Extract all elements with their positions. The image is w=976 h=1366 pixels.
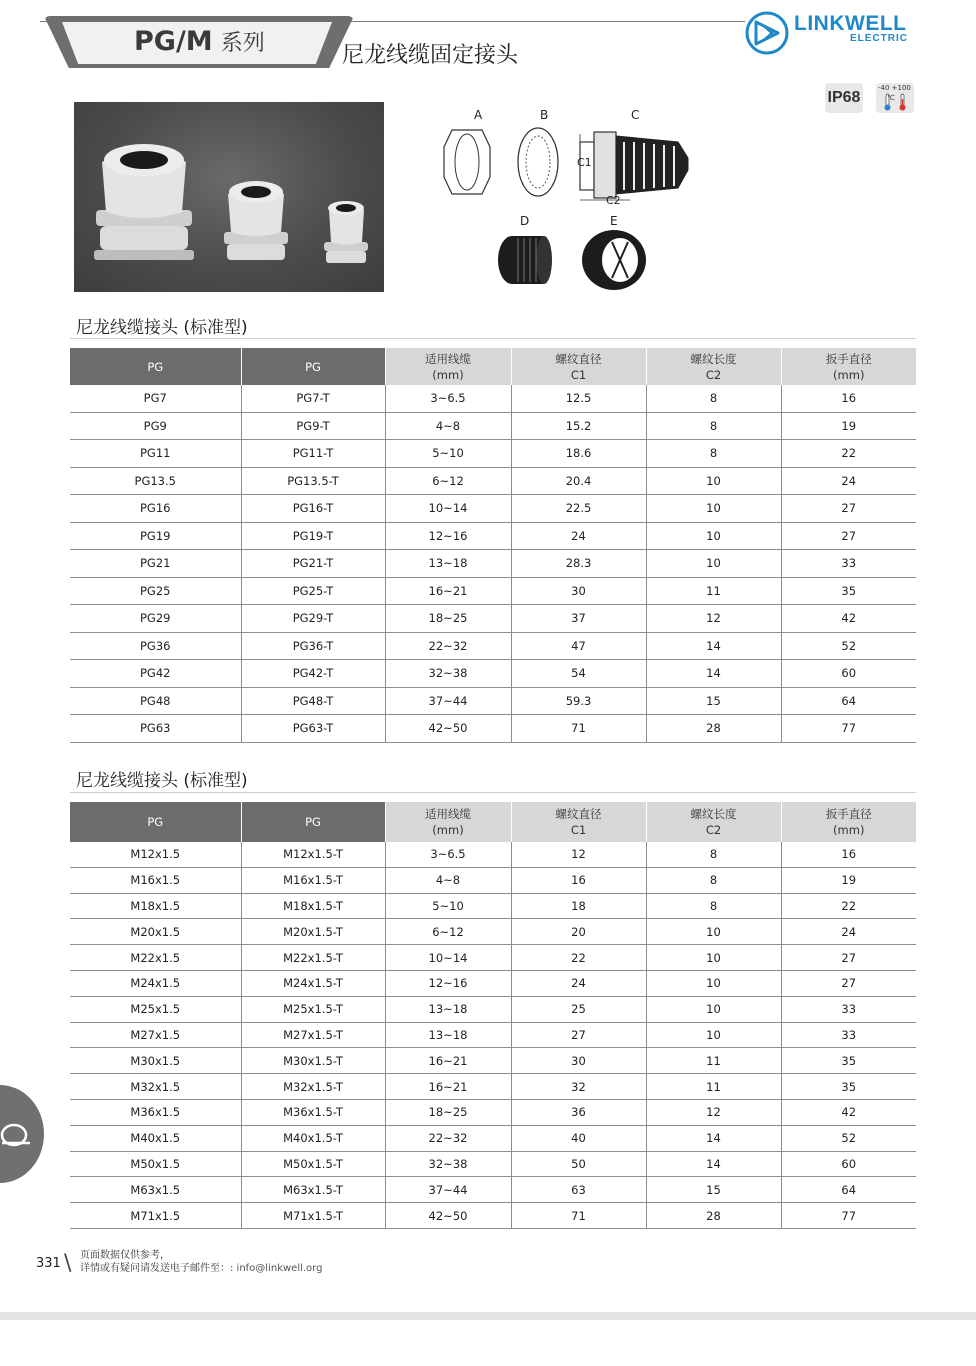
table-cell: 12	[511, 842, 646, 867]
metric-spec-table	[70, 802, 916, 1229]
table-cell: 63	[511, 1177, 646, 1203]
table-cell: 22~32	[385, 632, 511, 660]
contact-email-link[interactable]: : info@linkwell.org	[230, 1263, 323, 1274]
table-cell: 8	[646, 385, 781, 412]
header-line: (mm)	[833, 823, 865, 837]
table-cell: 11	[646, 1074, 781, 1100]
table-header-cell	[70, 348, 241, 385]
diagram-label-a: A	[474, 108, 483, 122]
table-row	[70, 1074, 916, 1100]
table-cell: 16~21	[385, 1074, 511, 1100]
table-cell: 18~25	[385, 605, 511, 633]
table-cell: 15.2	[511, 412, 646, 440]
table-row	[70, 660, 916, 688]
header-line: 螺纹直径	[555, 351, 602, 366]
table-cell: 30	[511, 1048, 646, 1074]
table-header-cell	[646, 802, 781, 842]
table-row	[70, 495, 916, 523]
footer-note-line1: 页面数据仅供参考，	[80, 1250, 170, 1261]
table-cell: M63x1.5	[70, 1177, 241, 1203]
table-header-cell	[241, 802, 385, 842]
table-cell: M32x1.5-T	[241, 1074, 385, 1100]
table-cell: 50	[511, 1151, 646, 1177]
table-cell: M20x1.5	[70, 919, 241, 945]
table-cell: 8	[646, 867, 781, 893]
table-cell: 27	[511, 1022, 646, 1048]
table-cell: PG13.5	[70, 467, 241, 495]
table-cell: 24	[781, 919, 916, 945]
table-row	[70, 440, 916, 468]
table-cell: 54	[511, 660, 646, 688]
table-cell: 71	[511, 1203, 646, 1229]
table-cell: 10	[646, 996, 781, 1022]
table-cell: 19	[781, 412, 916, 440]
table-cell: PG19-T	[241, 522, 385, 550]
table-cell: PG7-T	[241, 385, 385, 412]
table-header-cell	[511, 348, 646, 385]
table-cell: 10	[646, 522, 781, 550]
diagram-label-c: C	[631, 108, 640, 122]
table-cell: 24	[511, 522, 646, 550]
ip-rating-badge: IP68	[825, 83, 863, 113]
table-header-cell	[241, 348, 385, 385]
table-cell: 13~18	[385, 996, 511, 1022]
footer-note	[80, 1249, 322, 1275]
footer-band	[0, 1312, 976, 1320]
table-row	[70, 605, 916, 633]
table-header-cell	[781, 348, 916, 385]
table-cell: 36	[511, 1099, 646, 1125]
table-cell: 15	[646, 1177, 781, 1203]
table-cell: M36x1.5	[70, 1099, 241, 1125]
table-cell: 24	[511, 970, 646, 996]
table-cell: 42	[781, 1099, 916, 1125]
table-cell: PG7	[70, 385, 241, 412]
table-cell: M71x1.5	[70, 1203, 241, 1229]
table-row	[70, 632, 916, 660]
table-cell: M12x1.5	[70, 842, 241, 867]
table-cell: PG25	[70, 577, 241, 605]
table-cell: PG63	[70, 715, 241, 743]
table-cell: 35	[781, 1074, 916, 1100]
header-line: 扳手直径	[825, 807, 872, 821]
table-cell: M40x1.5	[70, 1125, 241, 1151]
table-cell: PG36-T	[241, 632, 385, 660]
table-cell: 27	[781, 522, 916, 550]
table-cell: M30x1.5	[70, 1048, 241, 1074]
table-row	[70, 385, 916, 412]
table-cell: 3~6.5	[385, 385, 511, 412]
pg-spec-table	[70, 348, 916, 743]
table-cell: PG11	[70, 440, 241, 468]
series-suffix: 系列	[220, 31, 265, 56]
table-cell: 10	[646, 970, 781, 996]
table-header-cell	[646, 348, 781, 385]
table-header-cell	[511, 802, 646, 842]
table-cell: 11	[646, 577, 781, 605]
table-header-cell	[781, 802, 916, 842]
table-row	[70, 1022, 916, 1048]
table-cell: M50x1.5-T	[241, 1151, 385, 1177]
table-cell: M18x1.5-T	[241, 893, 385, 919]
table-cell: M27x1.5-T	[241, 1022, 385, 1048]
table-cell: 6~12	[385, 919, 511, 945]
table-cell: 12~16	[385, 970, 511, 996]
pg-table-body	[70, 385, 916, 742]
table-cell: 12	[646, 605, 781, 633]
table-cell: 28	[646, 715, 781, 743]
table-header-cell	[385, 802, 511, 842]
table-cell: 10	[646, 1022, 781, 1048]
table-cell: PG16	[70, 495, 241, 523]
table-cell: 47	[511, 632, 646, 660]
header-line: 螺纹长度	[690, 807, 737, 821]
table-cell: 35	[781, 1048, 916, 1074]
table-cell: 6~12	[385, 467, 511, 495]
header-line: PG	[147, 815, 164, 829]
table-cell: 32~38	[385, 660, 511, 688]
table-row	[70, 550, 916, 578]
table-cell: 5~10	[385, 893, 511, 919]
table-cell: 10	[646, 919, 781, 945]
table-cell: M16x1.5	[70, 867, 241, 893]
table-cell: 42~50	[385, 715, 511, 743]
footer-note-line2: 详情或有疑问请发送电子邮件至：	[80, 1263, 230, 1274]
table-cell: 10	[646, 550, 781, 578]
table-cell: 28	[646, 1203, 781, 1229]
table-cell: 52	[781, 1125, 916, 1151]
table-cell: M12x1.5-T	[241, 842, 385, 867]
table-cell: M22x1.5-T	[241, 945, 385, 971]
table-cell: PG63-T	[241, 715, 385, 743]
table2-title: 尼龙线缆接头 (标准型)	[76, 771, 248, 791]
page-number: 331	[36, 1256, 61, 1271]
header-line: 螺纹直径	[555, 807, 602, 821]
table-cell: M16x1.5-T	[241, 867, 385, 893]
table-header-cell	[385, 348, 511, 385]
table-cell: 42	[781, 605, 916, 633]
logo-wordmark: LINKWELL	[794, 12, 907, 35]
table-cell: 16	[511, 867, 646, 893]
table-cell: 22	[781, 893, 916, 919]
table-cell: PG25-T	[241, 577, 385, 605]
table-cell: 14	[646, 1151, 781, 1177]
table-cell: PG42-T	[241, 660, 385, 688]
table-cell: 27	[781, 970, 916, 996]
series-code: PG/M	[134, 26, 213, 57]
table-cell: 11	[646, 1048, 781, 1074]
table-cell: 22~32	[385, 1125, 511, 1151]
cable-glands-image	[74, 102, 384, 292]
table-cell: 42~50	[385, 1203, 511, 1229]
diagram-label-d: D	[520, 214, 530, 228]
header-line: (mm)	[833, 367, 865, 382]
table-cell: PG19	[70, 522, 241, 550]
header-line: (mm)	[432, 823, 464, 837]
table-header-row	[70, 348, 916, 385]
table-row	[70, 687, 916, 715]
table-cell: 28.3	[511, 550, 646, 578]
table-cell: 18~25	[385, 1099, 511, 1125]
table-cell: 15	[646, 687, 781, 715]
header-line: (mm)	[432, 367, 464, 382]
table-cell: 33	[781, 1022, 916, 1048]
table-cell: M36x1.5-T	[241, 1099, 385, 1125]
table-cell: 30	[511, 577, 646, 605]
table-cell: PG13.5-T	[241, 467, 385, 495]
pg-table-header	[70, 348, 916, 385]
table-cell: M40x1.5-T	[241, 1125, 385, 1151]
table-cell: 77	[781, 715, 916, 743]
table-cell: 10~14	[385, 495, 511, 523]
table-cell: 16~21	[385, 577, 511, 605]
table-row	[70, 715, 916, 743]
header-line: C1	[570, 823, 587, 837]
table-cell: 16	[781, 842, 916, 867]
table-cell: M30x1.5-T	[241, 1048, 385, 1074]
table-cell: 64	[781, 1177, 916, 1203]
table-cell: M25x1.5	[70, 996, 241, 1022]
table-cell: 14	[646, 632, 781, 660]
table-cell: M63x1.5-T	[241, 1177, 385, 1203]
header-line: 适用线缆	[425, 807, 471, 821]
table-row	[70, 945, 916, 971]
table-cell: M32x1.5	[70, 1074, 241, 1100]
table-row	[70, 970, 916, 996]
header-line: C1	[570, 367, 587, 382]
table-row	[70, 1099, 916, 1125]
table-cell: 12	[646, 1099, 781, 1125]
table-cell: 16	[781, 385, 916, 412]
table-cell: 8	[646, 412, 781, 440]
header-line: 扳手直径	[825, 351, 872, 366]
table-row	[70, 1177, 916, 1203]
table-row	[70, 1151, 916, 1177]
table-cell: 16~21	[385, 1048, 511, 1074]
table-row	[70, 577, 916, 605]
table-row	[70, 1203, 916, 1229]
table-cell: 13~18	[385, 1022, 511, 1048]
table-cell: 52	[781, 632, 916, 660]
diagram-label-b: B	[540, 108, 549, 122]
metric-table-body	[70, 842, 916, 1228]
table-cell: 33	[781, 550, 916, 578]
table-cell: 40	[511, 1125, 646, 1151]
table-row	[70, 1048, 916, 1074]
table-row	[70, 467, 916, 495]
table-cell: PG16-T	[241, 495, 385, 523]
product-photo	[74, 102, 384, 292]
header-line: 适用线缆	[425, 351, 471, 366]
product-title: 尼龙线缆固定接头	[342, 43, 519, 68]
thermometer-icon	[881, 92, 909, 112]
cable-clamp-icon	[0, 1113, 40, 1153]
table-cell: 59.3	[511, 687, 646, 715]
table-cell: 32	[511, 1074, 646, 1100]
table-cell: 12.5	[511, 385, 646, 412]
table-cell: 37~44	[385, 1177, 511, 1203]
table-cell: M24x1.5-T	[241, 970, 385, 996]
dim-c2-label: C2	[606, 194, 621, 207]
table-cell: 37~44	[385, 687, 511, 715]
table-header-cell	[70, 802, 241, 842]
table-cell: 22.5	[511, 495, 646, 523]
dim-c1-label: C1	[577, 156, 592, 169]
table-cell: PG21	[70, 550, 241, 578]
table-cell: 64	[781, 687, 916, 715]
table-cell: 22	[781, 440, 916, 468]
table-cell: 22	[511, 945, 646, 971]
table-cell: PG29-T	[241, 605, 385, 633]
table-cell: 27	[781, 495, 916, 523]
table-cell: 3~6.5	[385, 842, 511, 867]
table-cell: 20	[511, 919, 646, 945]
table-cell: 8	[646, 842, 781, 867]
table-cell: 32~38	[385, 1151, 511, 1177]
table-cell: 33	[781, 996, 916, 1022]
table-cell: 14	[646, 660, 781, 688]
table2-rule	[70, 792, 916, 793]
table-cell: 18	[511, 893, 646, 919]
exploded-diagram	[430, 102, 710, 292]
table-cell: 20.4	[511, 467, 646, 495]
table-row	[70, 867, 916, 893]
table-cell: M18x1.5	[70, 893, 241, 919]
table1-title: 尼龙线缆接头 (标准型)	[76, 318, 248, 338]
table-cell: M50x1.5	[70, 1151, 241, 1177]
metric-table-header	[70, 802, 916, 842]
table-cell: 10	[646, 945, 781, 971]
table-row	[70, 842, 916, 867]
table-cell: M24x1.5	[70, 970, 241, 996]
table-cell: M27x1.5	[70, 1022, 241, 1048]
table-row	[70, 1125, 916, 1151]
table-row	[70, 996, 916, 1022]
category-side-tab	[0, 1085, 44, 1183]
series-title	[134, 26, 265, 57]
header-line: PG	[305, 815, 321, 829]
table-cell: 13~18	[385, 550, 511, 578]
table-cell: 12~16	[385, 522, 511, 550]
table-cell: M25x1.5-T	[241, 996, 385, 1022]
table-cell: 60	[781, 1151, 916, 1177]
header-line: PG	[147, 359, 164, 374]
table-cell: PG9-T	[241, 412, 385, 440]
temperature-unit: ℃	[887, 94, 895, 102]
temperature-badge	[876, 83, 914, 113]
table-cell: 8	[646, 893, 781, 919]
table-cell: 19	[781, 867, 916, 893]
table-cell: 60	[781, 660, 916, 688]
table-row	[70, 919, 916, 945]
table-cell: 10~14	[385, 945, 511, 971]
table-cell: PG48-T	[241, 687, 385, 715]
header-line: PG	[305, 359, 321, 374]
table-cell: PG21-T	[241, 550, 385, 578]
header-line: 螺纹长度	[690, 351, 737, 366]
table-cell: PG42	[70, 660, 241, 688]
table-header-row	[70, 802, 916, 842]
table-cell: 18.6	[511, 440, 646, 468]
table-cell: 8	[646, 440, 781, 468]
table-cell: 35	[781, 577, 916, 605]
table-cell: PG48	[70, 687, 241, 715]
table-cell: M71x1.5-T	[241, 1203, 385, 1229]
table-cell: 4~8	[385, 867, 511, 893]
logo-subtitle: ELECTRIC	[850, 33, 908, 44]
footer-divider: \	[64, 1251, 72, 1276]
table-row	[70, 522, 916, 550]
table-cell: 77	[781, 1203, 916, 1229]
table-cell: PG11-T	[241, 440, 385, 468]
table-cell: 24	[781, 467, 916, 495]
table-cell: PG29	[70, 605, 241, 633]
header-line: C2	[705, 823, 722, 837]
table-cell: M22x1.5	[70, 945, 241, 971]
header-line: C2	[705, 367, 722, 382]
table-cell: 4~8	[385, 412, 511, 440]
table-cell: 14	[646, 1125, 781, 1151]
table-row	[70, 412, 916, 440]
table-cell: 5~10	[385, 440, 511, 468]
table-cell: 10	[646, 495, 781, 523]
table-cell: 25	[511, 996, 646, 1022]
table-cell: 71	[511, 715, 646, 743]
table-cell: PG9	[70, 412, 241, 440]
temperature-range: -40 +100	[878, 84, 911, 92]
table-row	[70, 893, 916, 919]
table-cell: M20x1.5-T	[241, 919, 385, 945]
table-cell: PG36	[70, 632, 241, 660]
table-cell: 27	[781, 945, 916, 971]
diagram-label-e: E	[610, 214, 618, 228]
table1-rule	[70, 338, 916, 339]
table-cell: 37	[511, 605, 646, 633]
table-cell: 10	[646, 467, 781, 495]
